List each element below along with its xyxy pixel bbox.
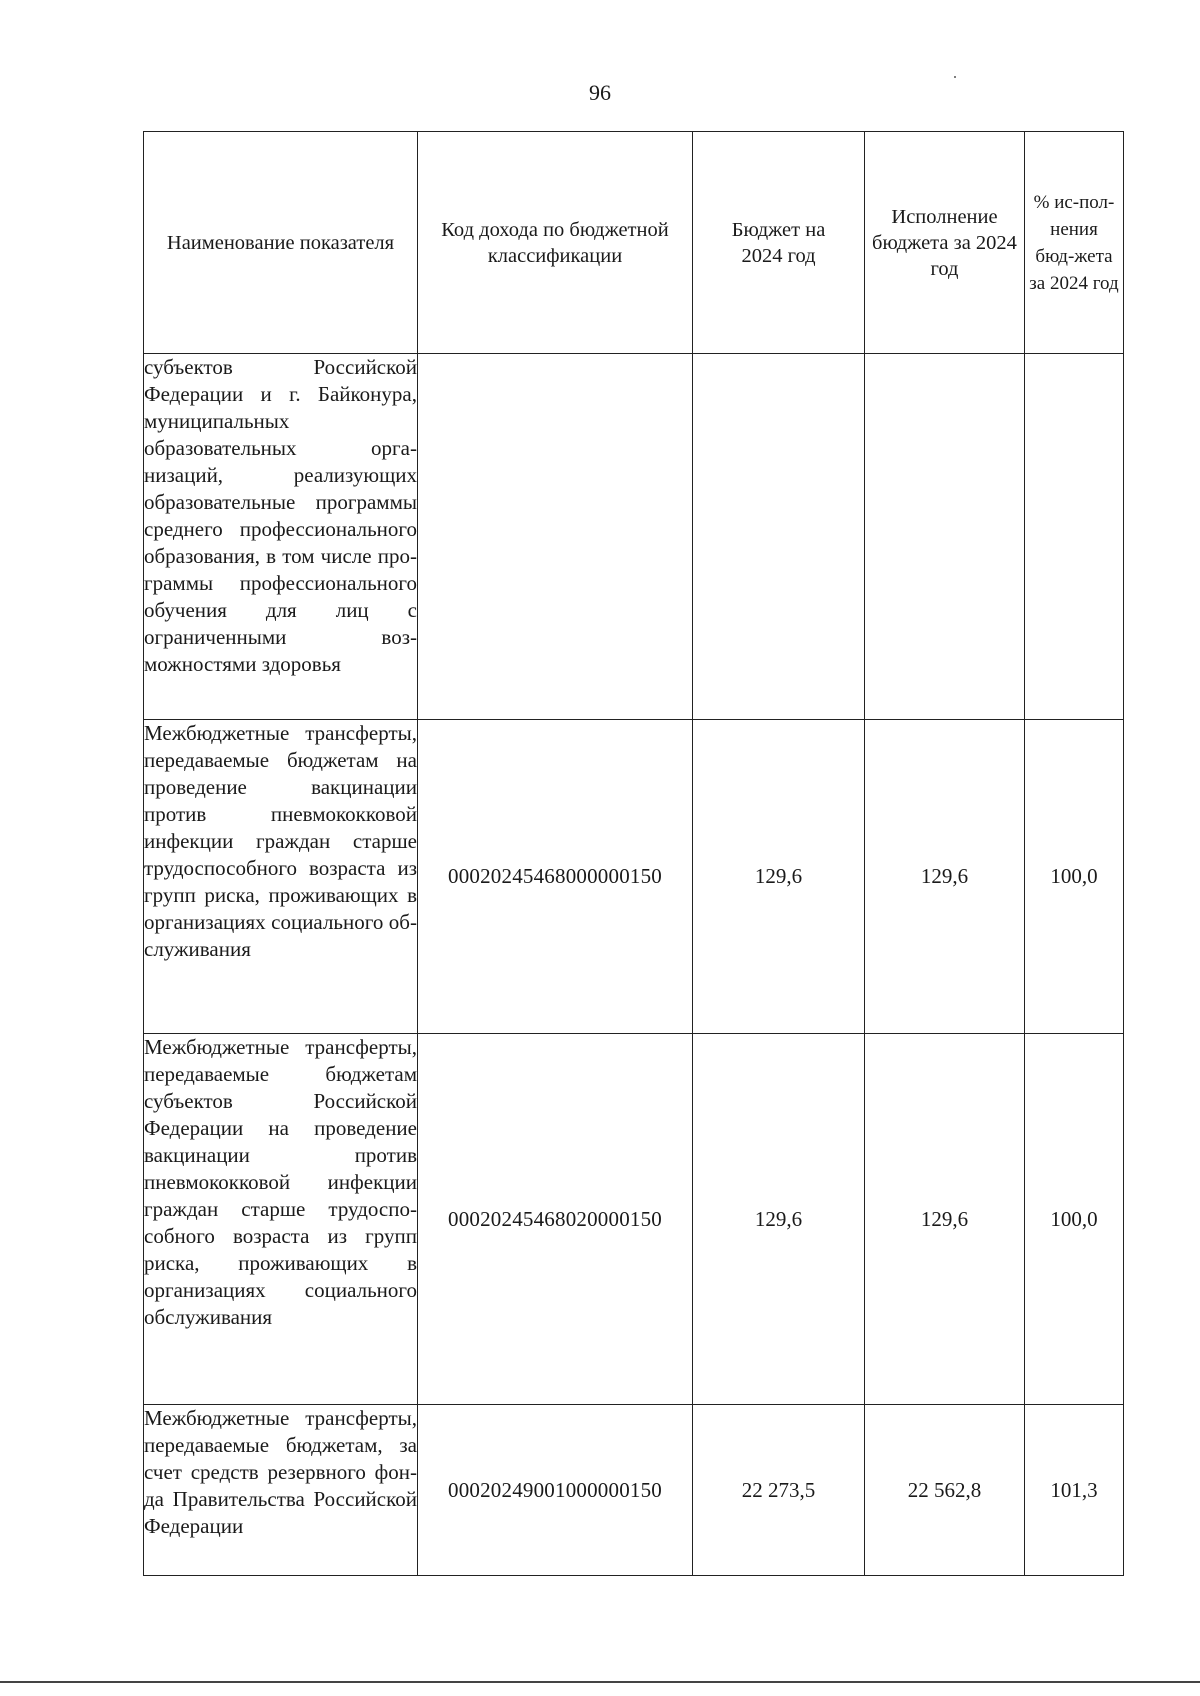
row-budget — [693, 354, 865, 720]
row-code — [418, 354, 693, 720]
budget-table — [143, 131, 1124, 1576]
header-name: Наименование показателя — [144, 132, 418, 354]
table-row — [144, 354, 1124, 720]
row-percent: 101,3 — [1025, 1405, 1124, 1576]
header-budget: Бюджет на 2024 год — [693, 132, 865, 354]
row-execution: 22 562,8 — [865, 1405, 1025, 1576]
row-code: 00020245468000000150 — [418, 720, 693, 1034]
row-budget: 22 273,5 — [693, 1405, 865, 1576]
row-name: Межбюджетные трансферты, передаваемые бюджетам на проведение вакцинации против пневмококковой инфекции граждан старше трудоспособного возраста из групп риска, проживающих в организациях социального обслуживания — [144, 720, 418, 1034]
row-name: Межбюджетные трансферты, передаваемые бюджетам, за счет средств резервного фонда Правительства Российской Федерации — [144, 1405, 418, 1576]
row-budget: 129,6 — [693, 720, 865, 1034]
table-row — [144, 1405, 1124, 1576]
row-code: 00020245468020000150 — [418, 1034, 693, 1405]
row-percent: 100,0 — [1025, 1034, 1124, 1405]
row-budget: 129,6 — [693, 1034, 865, 1405]
row-code: 00020249001000000150 — [418, 1405, 693, 1576]
header-execution: Исполнение бюджета за 2024 год — [865, 132, 1025, 354]
table-row — [144, 720, 1124, 1034]
table-header-row — [144, 132, 1124, 354]
row-percent — [1025, 354, 1124, 720]
page-number: 96 — [589, 80, 611, 105]
row-name: Межбюджетные трансферты, передаваемые бюджетам субъектов Российской Федерации на проведение вакцинации против пневмококковой инфекции граждан старше трудоспособного возраста из групп риска, проживающих в организациях социального обслуживания — [144, 1034, 418, 1405]
bottom-rule — [0, 1681, 1200, 1683]
header-percent: % ис-пол-нения бюд-жета за 2024 год — [1025, 132, 1124, 354]
table-row — [144, 1034, 1124, 1405]
row-execution — [865, 354, 1025, 720]
row-name: субъектов Российской Федерации и г. Байконура, муниципальных образовательных организаций, реализующих образовательные программы среднего профессионального образования, в том числе программы профессионального обучения для лиц с ограниченными возможностями здоровья — [144, 354, 418, 720]
header-code: Код дохода по бюджетной классификации — [418, 132, 693, 354]
row-execution: 129,6 — [865, 720, 1025, 1034]
row-percent: 100,0 — [1025, 720, 1124, 1034]
scan-speck — [954, 76, 956, 78]
row-execution: 129,6 — [865, 1034, 1025, 1405]
